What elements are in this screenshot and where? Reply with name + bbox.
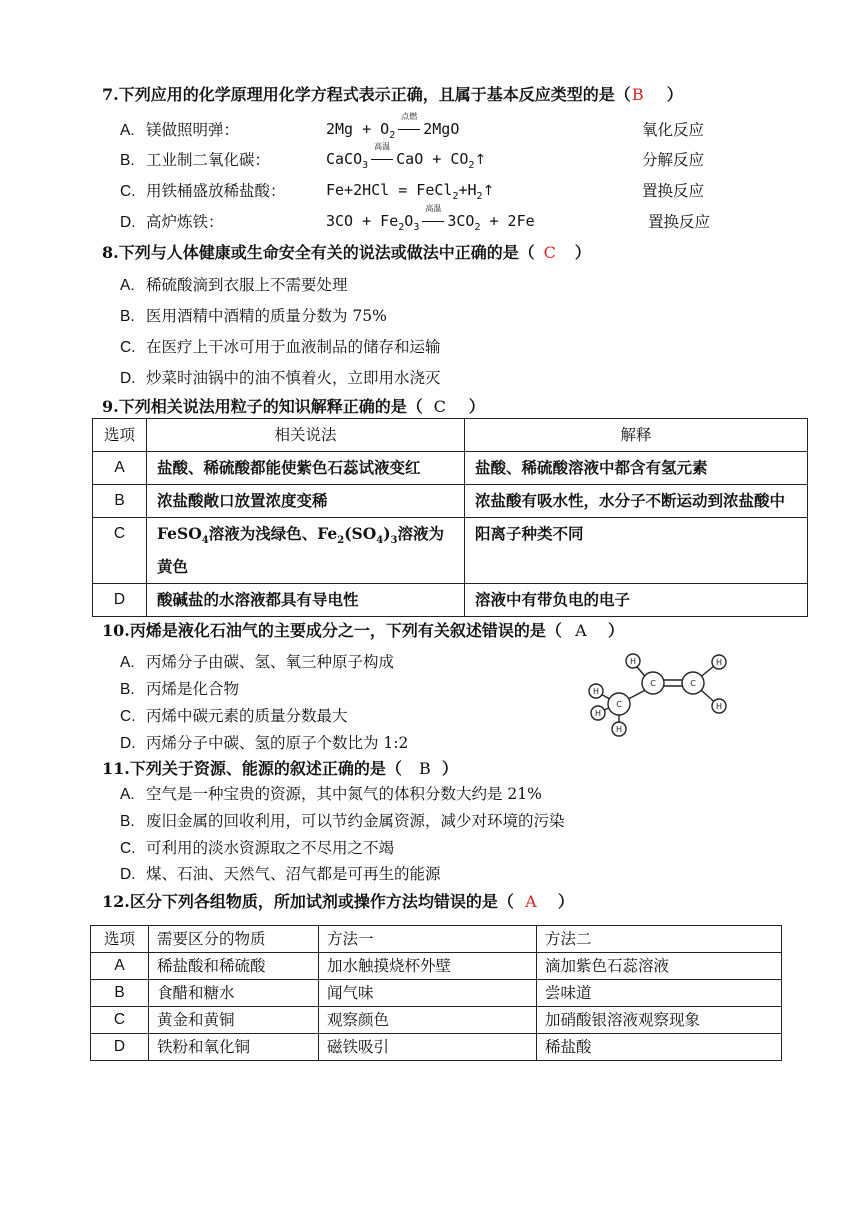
q7-equation-d bbox=[326, 204, 535, 233]
condition-bar bbox=[398, 129, 420, 130]
q7-equation-c bbox=[326, 181, 494, 202]
q11-option-b bbox=[120, 809, 565, 831]
option-label: D. bbox=[120, 370, 136, 387]
row-method-2: 滴加紫色石蕊溶液 bbox=[537, 953, 782, 980]
row-method-2: 稀盐酸 bbox=[537, 1034, 782, 1061]
eq-part: 2Mg + O bbox=[326, 120, 390, 138]
option-label: B. bbox=[120, 308, 135, 325]
question-9-stem bbox=[102, 394, 485, 417]
option-text: 高炉炼铁： bbox=[146, 213, 224, 231]
eq-part: CaO + CO bbox=[396, 150, 469, 168]
eq-sub: 2 bbox=[476, 191, 483, 202]
q10-option-d bbox=[120, 731, 408, 753]
row-statement: 浓盐酸敞口放置浓度变稀 bbox=[147, 485, 465, 518]
eq-part: 3CO + Fe bbox=[326, 212, 399, 230]
row-explanation: 浓盐酸有吸水性，水分子不断运动到浓盐酸中 bbox=[465, 485, 808, 518]
option-label: D. bbox=[120, 214, 136, 231]
option-text: 丙烯是化合物 bbox=[146, 680, 240, 698]
q7-option-b bbox=[120, 148, 270, 170]
condition-text: 高温 bbox=[374, 142, 391, 151]
q8-option-b bbox=[120, 304, 387, 326]
option-label: C. bbox=[120, 840, 136, 857]
eq-part: CaCO bbox=[326, 150, 363, 168]
condition-bar bbox=[422, 221, 444, 222]
option-text: 废旧金属的回收利用，可以节约金属资源，减少对环境的污染 bbox=[146, 812, 565, 830]
propene-molecule-icon bbox=[585, 648, 735, 738]
option-label: A. bbox=[120, 786, 135, 803]
formula-part: (SO bbox=[344, 524, 377, 543]
atom-c: C bbox=[616, 700, 622, 709]
question-10-answer: A bbox=[575, 621, 587, 640]
option-text: 镁做照明弹： bbox=[146, 121, 240, 139]
row-option: B bbox=[91, 980, 149, 1007]
row-items: 铁粉和氧化铜 bbox=[149, 1034, 319, 1061]
header-explanation: 解释 bbox=[465, 419, 808, 452]
eq-sub: 3 bbox=[413, 222, 420, 233]
row-explanation: 阳离子种类不同 bbox=[465, 518, 808, 584]
q10-option-c bbox=[120, 704, 348, 726]
table-row bbox=[91, 980, 782, 1007]
condition-text: 高温 bbox=[425, 204, 442, 213]
question-11-text: 11.下列关于资源、能源的叙述正确的是（ bbox=[102, 759, 402, 778]
reaction-condition bbox=[368, 142, 396, 168]
eq-part: O bbox=[404, 212, 414, 230]
atom-h: H bbox=[615, 725, 623, 734]
question-9-close: ） bbox=[468, 397, 485, 416]
q10-option-a bbox=[120, 650, 394, 672]
reaction-condition bbox=[395, 112, 423, 138]
formula-sub: 3 bbox=[390, 535, 398, 547]
row-method-1: 闻气味 bbox=[319, 980, 537, 1007]
option-text: 在医疗上干冰可用于血液制品的储存和运输 bbox=[146, 338, 441, 356]
eq-part: 2MgO bbox=[423, 120, 460, 138]
header-method-2: 方法二 bbox=[537, 926, 782, 953]
table-header-row bbox=[93, 419, 808, 452]
option-label: C. bbox=[120, 183, 136, 200]
gas-arrow-icon: ↑ bbox=[482, 183, 495, 199]
row-option: D bbox=[93, 584, 147, 617]
q7-option-a bbox=[120, 118, 239, 140]
q7-type-d: 置换反应 bbox=[648, 213, 711, 231]
row-statement bbox=[147, 518, 465, 584]
option-text: 炒菜时油锅中的油不慎着火，立即用水浇灭 bbox=[146, 369, 441, 387]
row-method-2: 尝味道 bbox=[537, 980, 782, 1007]
row-option: A bbox=[93, 452, 147, 485]
eq-sub: 2 bbox=[452, 191, 459, 202]
question-9-answer: C bbox=[433, 397, 446, 416]
option-label: D. bbox=[120, 735, 136, 752]
question-12-stem bbox=[102, 889, 574, 912]
q7-equation-b bbox=[326, 142, 487, 171]
question-12-close: ） bbox=[557, 892, 574, 911]
row-statement: 酸碱盐的水溶液都具有导电性 bbox=[147, 584, 465, 617]
option-label: D. bbox=[120, 866, 136, 883]
q10-option-b bbox=[120, 677, 239, 699]
table-row bbox=[93, 518, 808, 584]
q8-option-d bbox=[120, 366, 441, 388]
eq-sub: 3 bbox=[362, 160, 369, 171]
row-method-1: 加水触摸烧杯外壁 bbox=[319, 953, 537, 980]
option-label: B. bbox=[120, 813, 135, 830]
atom-c: C bbox=[650, 679, 656, 688]
question-12-table bbox=[90, 925, 782, 1061]
option-label: C. bbox=[120, 708, 136, 725]
option-label: A. bbox=[120, 122, 135, 139]
question-8-stem bbox=[102, 240, 591, 263]
eq-sub: 2 bbox=[474, 222, 481, 233]
question-10-stem bbox=[102, 618, 624, 641]
atom-h: H bbox=[715, 702, 723, 711]
question-11-stem bbox=[102, 756, 458, 779]
q8-option-a bbox=[120, 273, 348, 295]
reaction-condition bbox=[419, 204, 447, 230]
question-9-text: 9.下列相关说法用粒子的知识解释正确的是（ bbox=[102, 397, 423, 416]
q7-type-b: 分解反应 bbox=[642, 151, 705, 169]
condition-text: 点燃 bbox=[401, 112, 418, 121]
q8-option-c bbox=[120, 335, 441, 357]
question-11-close: ） bbox=[441, 759, 458, 778]
formula-part: 溶液为浅绿色、Fe bbox=[208, 524, 338, 543]
row-statement: 盐酸、稀硫酸都能使紫色石蕊试液变红 bbox=[147, 452, 465, 485]
option-text: 工业制二氧化碳： bbox=[146, 151, 271, 169]
row-option: A bbox=[91, 953, 149, 980]
q7-type-c: 置换反应 bbox=[642, 182, 705, 200]
eq-part: Fe+2HCl = FeCl bbox=[326, 181, 453, 199]
row-option: D bbox=[91, 1034, 149, 1061]
question-9-table bbox=[92, 418, 808, 617]
formula-part: ) bbox=[383, 524, 391, 543]
gas-arrow-icon: ↑ bbox=[474, 152, 487, 168]
question-10-close: ） bbox=[607, 621, 624, 640]
option-label: B. bbox=[120, 681, 135, 698]
question-11-answer: B bbox=[418, 759, 431, 778]
question-7-answer: B bbox=[631, 85, 644, 104]
row-option: B bbox=[93, 485, 147, 518]
q7-type-a: 氧化反应 bbox=[642, 121, 705, 139]
question-8-text: 8.下列与人体健康或生命安全有关的说法或做法中正确的是（ bbox=[102, 243, 535, 262]
option-text: 可利用的淡水资源取之不尽用之不竭 bbox=[146, 839, 395, 857]
option-text: 丙烯分子由碳、氢、氧三种原子构成 bbox=[146, 653, 395, 671]
option-text: 空气是一种宝贵的资源，其中氮气的体积分数大约是 21% bbox=[146, 785, 542, 803]
row-items: 黄金和黄铜 bbox=[149, 1007, 319, 1034]
header-statement: 相关说法 bbox=[147, 419, 465, 452]
atom-h: H bbox=[715, 658, 723, 667]
atom-c: C bbox=[690, 679, 696, 688]
option-label: A. bbox=[120, 277, 135, 294]
q11-option-a bbox=[120, 782, 542, 804]
header-option: 选项 bbox=[91, 926, 149, 953]
formula-part: 溶液为黄色 bbox=[157, 524, 445, 577]
option-text: 稀硫酸滴到衣服上不需要处理 bbox=[146, 276, 348, 294]
row-items: 稀盐酸和稀硫酸 bbox=[149, 953, 319, 980]
row-items: 食醋和糖水 bbox=[149, 980, 319, 1007]
table-row bbox=[93, 452, 808, 485]
atom-h: H bbox=[594, 709, 602, 718]
q7-equation-a bbox=[326, 112, 460, 141]
question-8-answer: C bbox=[543, 243, 556, 262]
option-text: 煤、石油、天然气、沼气都是可再生的能源 bbox=[146, 865, 441, 883]
option-label: C. bbox=[120, 339, 136, 356]
option-label: B. bbox=[120, 152, 135, 169]
row-explanation: 溶液中有带负电的电子 bbox=[465, 584, 808, 617]
option-text: 丙烯分子中碳、氢的原子个数比为 1:2 bbox=[146, 734, 409, 752]
formula-part: FeSO bbox=[157, 524, 202, 543]
atom-h: H bbox=[629, 657, 637, 666]
table-row bbox=[93, 485, 808, 518]
question-10-text: 10.丙烯是液化石油气的主要成分之一，下列有关叙述错误的是（ bbox=[102, 621, 562, 640]
row-method-1: 观察颜色 bbox=[319, 1007, 537, 1034]
row-option: C bbox=[93, 518, 147, 584]
question-7-text: 7.下列应用的化学原理用化学方程式表示正确，且属于基本反应类型的是（ bbox=[102, 85, 631, 104]
question-7-stem bbox=[102, 82, 683, 105]
option-label: A. bbox=[120, 654, 135, 671]
eq-part: 3CO bbox=[447, 212, 475, 230]
question-7-close: ） bbox=[666, 85, 683, 104]
condition-bar bbox=[371, 159, 393, 160]
header-items: 需要区分的物质 bbox=[149, 926, 319, 953]
option-text: 医用酒精中酒精的质量分数为 75% bbox=[146, 307, 387, 325]
q11-option-c bbox=[120, 836, 394, 858]
eq-sub: 2 bbox=[398, 222, 405, 233]
formula-sub: 2 bbox=[337, 535, 345, 547]
table-row bbox=[91, 953, 782, 980]
header-option: 选项 bbox=[93, 419, 147, 452]
option-text: 用铁桶盛放稀盐酸： bbox=[146, 182, 286, 200]
table-row bbox=[91, 1034, 782, 1061]
question-12-text: 12.区分下列各组物质，所加试剂或操作方法均错误的是（ bbox=[102, 892, 514, 911]
q7-option-d bbox=[120, 210, 224, 232]
eq-part: +H bbox=[458, 181, 477, 199]
formula-sub: 4 bbox=[376, 535, 384, 547]
eq-part: + 2Fe bbox=[480, 212, 535, 230]
row-method-2: 加硝酸银溶液观察现象 bbox=[537, 1007, 782, 1034]
header-method-1: 方法一 bbox=[319, 926, 537, 953]
question-8-close: ） bbox=[574, 243, 591, 262]
q7-option-c bbox=[120, 179, 286, 201]
row-explanation: 盐酸、稀硫酸溶液中都含有氢元素 bbox=[465, 452, 808, 485]
row-method-1: 磁铁吸引 bbox=[319, 1034, 537, 1061]
q11-option-d bbox=[120, 862, 441, 884]
option-text: 丙烯中碳元素的质量分数最大 bbox=[146, 707, 348, 725]
table-header-row bbox=[91, 926, 782, 953]
table-row bbox=[91, 1007, 782, 1034]
row-option: C bbox=[91, 1007, 149, 1034]
eq-sub: 2 bbox=[468, 160, 475, 171]
table-row bbox=[93, 584, 808, 617]
atom-h: H bbox=[592, 687, 600, 696]
formula-sub: 4 bbox=[201, 535, 209, 547]
eq-sub: 2 bbox=[389, 130, 396, 141]
question-12-answer: A bbox=[525, 892, 537, 911]
